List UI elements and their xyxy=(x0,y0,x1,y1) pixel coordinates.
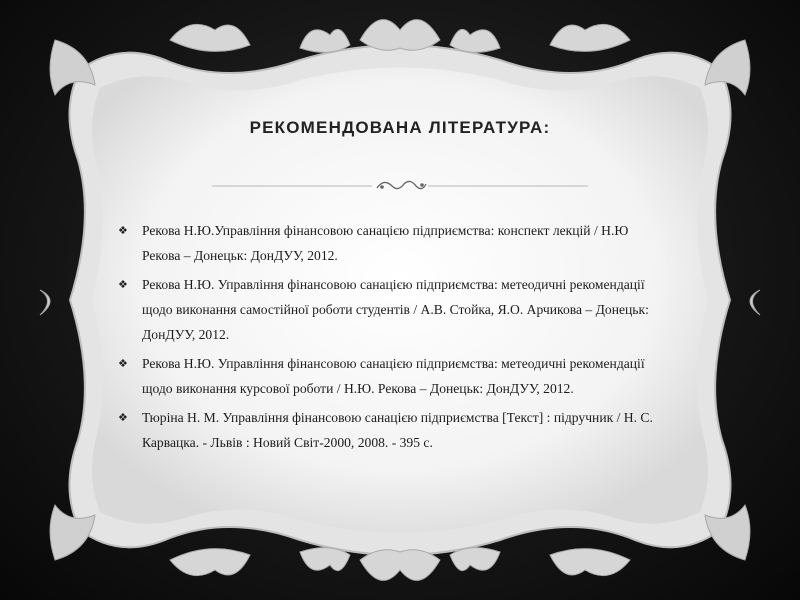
bottom-ornament xyxy=(170,548,630,581)
diamond-bullet-icon: ❖ xyxy=(118,411,128,424)
literature-list xyxy=(118,218,663,459)
diamond-bullet-icon: ❖ xyxy=(118,278,128,291)
list-item xyxy=(118,351,663,401)
list-item-text: Рекова Н.Ю. Управління фінансовою санацією підприємства: метеодичні рекомендації щодо виконання самостійної роботи студентів / А.В. Стойка, Я.О. Арчикова – Донецьк: ДонДУУ, 2012. xyxy=(142,277,649,342)
top-ornament xyxy=(170,20,630,53)
slide-title: РЕКОМЕНДОВАНА ЛІТЕРАТУРА: xyxy=(249,118,551,137)
list-item xyxy=(118,272,663,347)
list-item-text: Рекова Н.Ю. Управління фінансовою санацією підприємства: метеодичні рекомендації щодо виконання курсової роботи / Н.Ю. Рекова – Донецьк: ДонДУУ, 2012. xyxy=(142,356,645,396)
diamond-bullet-icon: ❖ xyxy=(118,224,128,237)
list-item-text: Рекова Н.Ю.Управління фінансовою санацією підприємства: конспект лекцій / Н.Ю Рекова – Донецьк: ДонДУУ, 2012. xyxy=(142,223,629,263)
list-item xyxy=(118,218,663,268)
diamond-bullet-icon: ❖ xyxy=(118,357,128,370)
list-item-text: Тюріна Н. М. Управління фінансовою санацією підприємства [Текст] : підручник / Н. С. Карвацка. - Львів : Новий Світ-2000, 2008. - 395 с. xyxy=(142,410,653,450)
flourish-icon xyxy=(377,181,426,188)
divider-ornament xyxy=(212,176,588,196)
list-item xyxy=(118,405,663,455)
